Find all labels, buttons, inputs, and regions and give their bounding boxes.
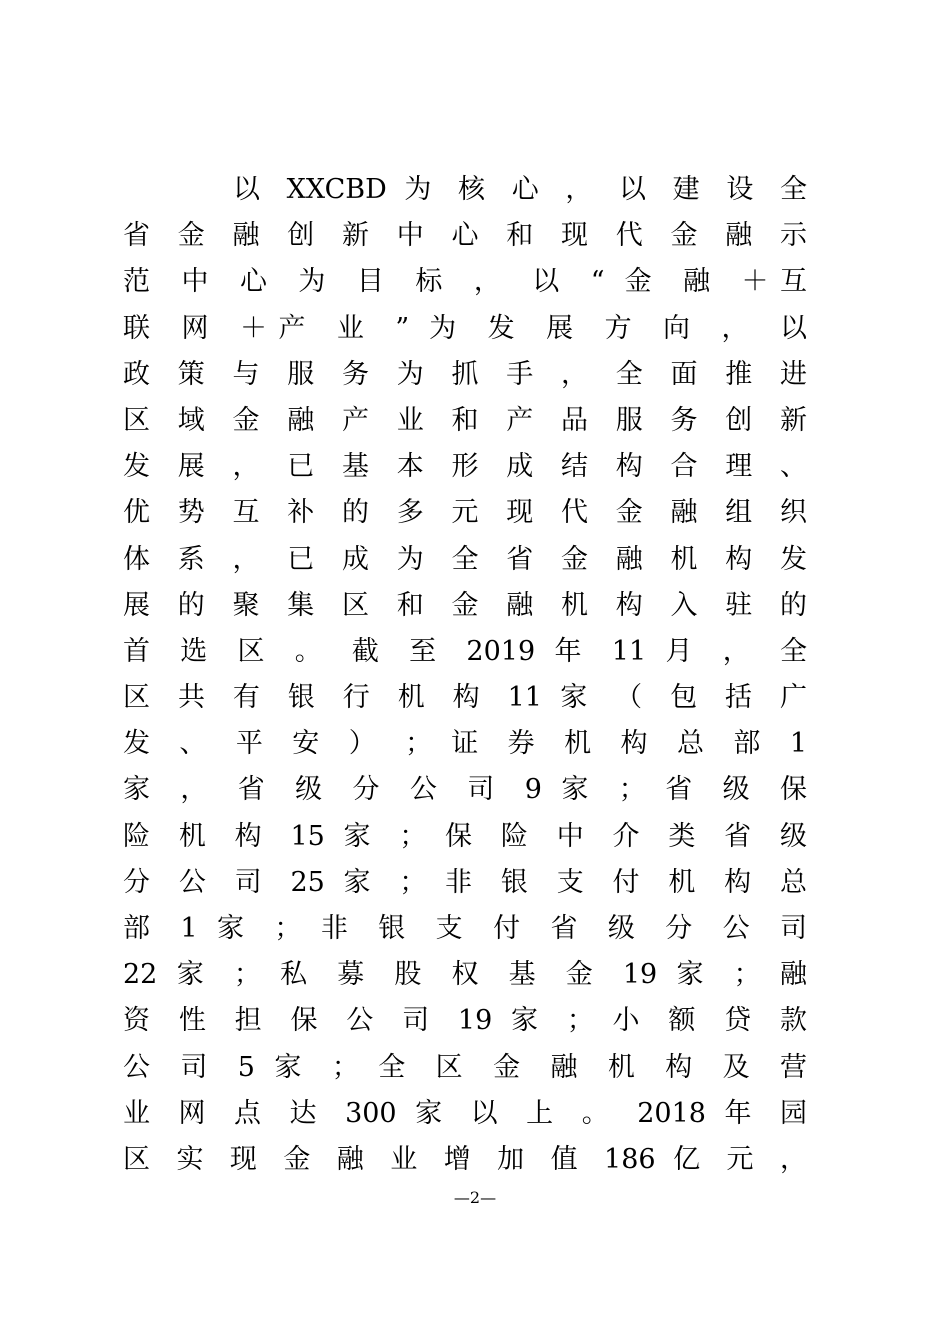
- text-line: 以 XXCBD 为 核 心 ， 以 建 设 全: [233, 174, 807, 205]
- text-line: 区 共 有 银 行 机 构 11 家 （ 包 括 广: [123, 682, 807, 714]
- text-line: 业 网 点 达 300 家 以 上 。 2018 年 园: [123, 1097, 807, 1129]
- body-paragraph: [123, 167, 807, 1183]
- text-line: 资 性 担 保 公 司 19 家 ； 小 额 贷 款: [123, 1005, 807, 1037]
- text-line: 优 势 互 补 的 多 元 现 代 金 融 组 织: [123, 497, 807, 529]
- text-line: 联 网 ＋产 业 ” 为 发 展 方 向 ， 以: [123, 312, 807, 344]
- page-number: —2—: [453, 1188, 497, 1207]
- text-line: 展 的 聚 集 区 和 金 融 机 构 入 驻 的: [123, 589, 807, 621]
- text-line: 家 ， 省 级 分 公 司 9 家 ； 省 级 保: [123, 774, 807, 806]
- text-line: 范 中 心 为 目 标 ， 以 “ 金 融 ＋互: [123, 266, 807, 298]
- text-line: 体 系 ， 已 成 为 全 省 金 融 机 构 发: [123, 543, 807, 575]
- text-line: 发 、 平 安 ） ； 证 券 机 构 总 部 1: [123, 728, 807, 760]
- text-line: 公 司 5 家 ； 全 区 金 融 机 构 及 营: [123, 1051, 807, 1083]
- text-line: 区 域 金 融 产 业 和 产 品 服 务 创 新: [123, 404, 807, 436]
- text-line: 区 实 现 金 融 业 增 加 值 186 亿 元 ，: [123, 1143, 807, 1175]
- text-line: 分 公 司 25 家 ； 非 银 支 付 机 构 总: [123, 866, 807, 898]
- text-line: 部 1 家 ； 非 银 支 付 省 级 分 公 司: [123, 913, 807, 944]
- text-line: 险 机 构 15 家 ； 保 险 中 介 类 省 级: [123, 820, 807, 852]
- text-line: 政 策 与 服 务 为 抓 手 ， 全 面 推 进: [123, 358, 807, 390]
- text-line: 22 家 ； 私 募 股 权 基 金 19 家 ； 融: [123, 959, 807, 991]
- text-line: 首 选 区 。 截 至 2019 年 11 月 ， 全: [123, 635, 807, 667]
- text-line: 发 展 ， 已 基 本 形 成 结 构 合 理 、: [123, 451, 807, 483]
- text-line: 省 金 融 创 新 中 心 和 现 代 金 融 示: [123, 220, 807, 252]
